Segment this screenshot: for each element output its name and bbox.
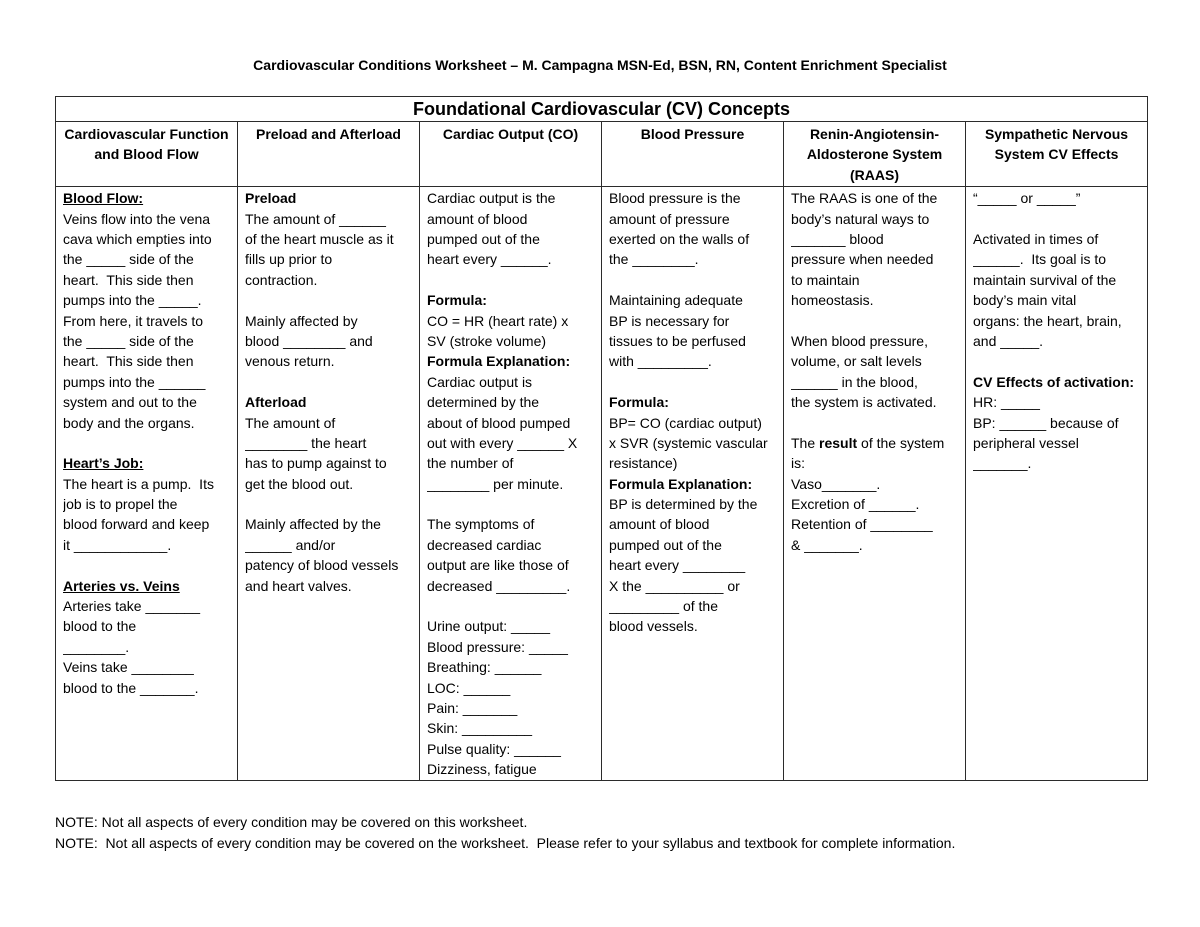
paragraph (63, 453, 234, 555)
text-line: Skin: _________ (427, 720, 533, 737)
text-line: the _____ side of the (63, 251, 194, 268)
cell-preload-and-afterload (238, 187, 420, 780)
text-line: Veins take ________ (63, 659, 194, 676)
section-heading: Formula: (609, 394, 669, 411)
text-line: exerted on the walls of (609, 231, 750, 247)
text-line: tissues to be perfused (609, 332, 746, 349)
text-line: contraction. (245, 271, 318, 288)
text-line: Arteries take _______ (63, 598, 200, 615)
text-line: peripheral vessel (973, 434, 1079, 451)
text-line: the number of (427, 455, 514, 472)
text-line: has to pump against to (245, 455, 387, 472)
text-line: of the heart muscle as it (245, 231, 394, 247)
text-line: Retention of ________ (791, 516, 933, 533)
text-line: venous return. (245, 353, 335, 370)
text-line: Cardiac output is (427, 373, 533, 390)
paragraph (427, 514, 598, 596)
paragraph (245, 514, 416, 596)
text-line: When blood pressure, (791, 332, 928, 349)
text-line: blood to the _______. (63, 679, 199, 696)
paragraph (427, 290, 598, 494)
paragraph (609, 392, 780, 637)
paragraph (63, 576, 234, 698)
section-heading: Formula: (427, 292, 487, 309)
cell-renin-angiotensin-aldosterone-system-raas (784, 187, 966, 780)
text-line (791, 433, 962, 453)
text-line: out with every ______ X (427, 434, 578, 451)
cell-cardiovascular-function-and-blood-flow (56, 187, 238, 780)
paragraph (245, 188, 416, 290)
text-line: maintain survival of the (973, 271, 1117, 288)
cell-cardiac-output-co (420, 187, 602, 780)
column-header-cardiovascular-function-and-blood-flow: Cardiovascular Function and Blood Flow (56, 122, 238, 187)
text-line: blood forward and keep (63, 516, 210, 533)
paragraph (609, 188, 780, 270)
text-line: output are like those of (427, 557, 569, 574)
text-line: Dizziness, fatigue (427, 761, 537, 778)
text-line: to maintain (791, 271, 860, 288)
text-line: heart every ________ (609, 557, 746, 574)
text-line: is: (791, 455, 805, 472)
text-line: BP is determined by the (609, 496, 758, 513)
text-line: the ________. (609, 251, 699, 268)
note: NOTE: Not all aspects of every condition may be covered on the worksheet. Please refer to your syllabus and textbook for complete information. (55, 835, 956, 851)
table-caption: Foundational Cardiovascular (CV) Concepts (56, 97, 1148, 122)
text-line: _______ blood (791, 231, 884, 247)
text-line: about of blood pumped (427, 414, 571, 431)
text-span: The (791, 434, 820, 451)
text-line: it ____________. (63, 536, 172, 553)
paragraph (791, 331, 962, 413)
text-line: SV (stroke volume) (427, 332, 547, 349)
section-heading: Heart’s Job: (63, 455, 144, 472)
text-line: X the __________ or (609, 577, 740, 594)
text-line: x SVR (systemic vascular (609, 434, 768, 451)
text-line: Blood pressure: _____ (427, 638, 568, 655)
text-line: the system is activated. (791, 394, 937, 411)
text-line: HR: _____ (973, 394, 1040, 411)
text-line: system and out to the (63, 394, 197, 411)
text-line: homeostasis. (791, 292, 874, 309)
cell-sympathetic-nervous-system-cv-effects (966, 187, 1148, 780)
text-line: ________ the heart (245, 434, 367, 451)
text-line: fills up prior to (245, 251, 333, 268)
column-header-cardiac-output-co: Cardiac Output (CO) (420, 122, 602, 187)
text-line: CO = HR (heart rate) x (427, 312, 569, 329)
text-line: BP: ______ because of (973, 414, 1119, 431)
text-line: pressure when needed (791, 251, 934, 268)
text-line: Mainly affected by (245, 312, 358, 329)
page-title: Cardiovascular Conditions Worksheet – M. Campagna MSN-Ed, BSN, RN, Content Enrichment Specialist (253, 57, 947, 73)
text-line: Veins flow into the vena (63, 210, 211, 227)
text-line: amount of blood (609, 516, 710, 533)
text-line: The symptoms of (427, 516, 535, 533)
note: NOTE: Not all aspects of every condition may be covered on this worksheet. (55, 814, 528, 830)
section-heading: Preload (245, 190, 297, 207)
text-line: organs: the heart, brain, (973, 312, 1122, 329)
paragraph (973, 188, 1144, 208)
text-line: The amount of ______ (245, 210, 386, 227)
text-line: Activated in times of (973, 231, 1099, 247)
cell-blood-pressure (602, 187, 784, 780)
text-line: body’s natural ways to (791, 210, 930, 227)
concepts-table (55, 96, 1148, 781)
text-line: Excretion of ______. (791, 496, 920, 513)
text-line: ______ and/or (245, 536, 336, 553)
text-line: _______. (973, 455, 1032, 472)
text-line: Blood pressure is the (609, 190, 741, 207)
text-line: amount of blood (427, 210, 528, 227)
text-line: ______. Its goal is to (973, 251, 1107, 268)
notes (55, 812, 1155, 854)
text-line: the _____ side of the (63, 332, 194, 349)
emphasis-text: result (819, 434, 858, 451)
section-heading: Afterload (245, 394, 307, 411)
text-line: ______ in the blood, (791, 373, 918, 390)
text-span: of the system (857, 434, 945, 451)
section-heading: Formula Explanation: (609, 475, 753, 492)
text-line: volume, or salt levels (791, 353, 922, 370)
text-line: Pain: _______ (427, 699, 518, 716)
paragraph (791, 188, 962, 310)
text-line: The RAAS is one of the (791, 190, 938, 207)
text-line: blood ________ and (245, 332, 373, 349)
text-line: amount of pressure (609, 210, 730, 227)
text-line: _________ of the (609, 598, 718, 615)
text-line: Breathing: ______ (427, 659, 542, 676)
text-line: decreased cardiac (427, 536, 542, 553)
paragraph (427, 616, 598, 779)
text-line: BP is necessary for (609, 312, 730, 329)
text-line: Vaso_______. (791, 475, 881, 492)
text-line: & _______. (791, 536, 863, 553)
text-line: resistance) (609, 455, 678, 472)
text-line: ________. (63, 638, 130, 655)
text-line: and heart valves. (245, 577, 352, 594)
text-line: get the blood out. (245, 475, 354, 492)
paragraph (245, 311, 416, 372)
paragraph (245, 392, 416, 494)
paragraph (609, 290, 780, 372)
text-line: heart. This side then (63, 353, 194, 370)
text-line: BP= CO (cardiac output) (609, 414, 762, 431)
column-header-sympathetic-nervous-system-cv-effects: Sympathetic Nervous System CV Effects (966, 122, 1148, 187)
paragraph (973, 372, 1144, 474)
text-line: and _____. (973, 332, 1044, 349)
text-line: Cardiac output is the (427, 190, 556, 207)
content-row (56, 187, 1148, 780)
text-line: with _________. (609, 353, 712, 370)
paragraph (63, 188, 234, 433)
caption-row (56, 97, 1148, 122)
text-line: ________ per minute. (427, 475, 564, 492)
paragraph (427, 188, 598, 270)
text-line: “_____ or _____” (973, 190, 1081, 207)
section-heading: Formula Explanation: (427, 353, 571, 370)
text-line: decreased _________. (427, 577, 571, 594)
text-line: LOC: ______ (427, 679, 511, 696)
text-line: pumps into the ______ (63, 373, 206, 390)
column-header-row (56, 122, 1148, 187)
column-header-preload-and-afterload: Preload and Afterload (238, 122, 420, 187)
text-line: determined by the (427, 394, 540, 411)
paragraph (973, 229, 1144, 351)
text-line: heart every ______. (427, 251, 552, 268)
text-line: The amount of (245, 414, 336, 431)
text-line: heart. This side then (63, 271, 194, 288)
text-line: cava which empties into (63, 231, 212, 247)
section-heading: Arteries vs. Veins (63, 577, 180, 594)
text-line: Mainly affected by the (245, 516, 381, 533)
section-heading: Blood Flow: (63, 190, 144, 207)
text-line: pumped out of the (609, 536, 722, 553)
text-line: The heart is a pump. Its (63, 475, 214, 492)
text-line: body and the organs. (63, 414, 195, 431)
text-line: job is to propel the (63, 496, 178, 513)
column-header-renin-angiotensin-aldosterone-system-raas: Renin-Angiotensin-Aldosterone System (RAAS) (784, 122, 966, 187)
text-line: From here, it travels to (63, 312, 204, 329)
section-heading: CV Effects of activation: (973, 373, 1135, 390)
text-line: pumps into the _____. (63, 292, 202, 309)
text-line: Maintaining adequate (609, 292, 743, 309)
text-line: Pulse quality: ______ (427, 740, 561, 757)
column-header-blood-pressure: Blood Pressure (602, 122, 784, 187)
text-line: blood to the (63, 618, 137, 635)
text-line: pumped out of the (427, 231, 540, 247)
text-line: patency of blood vessels (245, 557, 399, 574)
text-line: blood vessels. (609, 618, 698, 635)
text-line: body’s main vital (973, 292, 1077, 309)
text-line: Urine output: _____ (427, 618, 550, 635)
paragraph (791, 433, 962, 555)
